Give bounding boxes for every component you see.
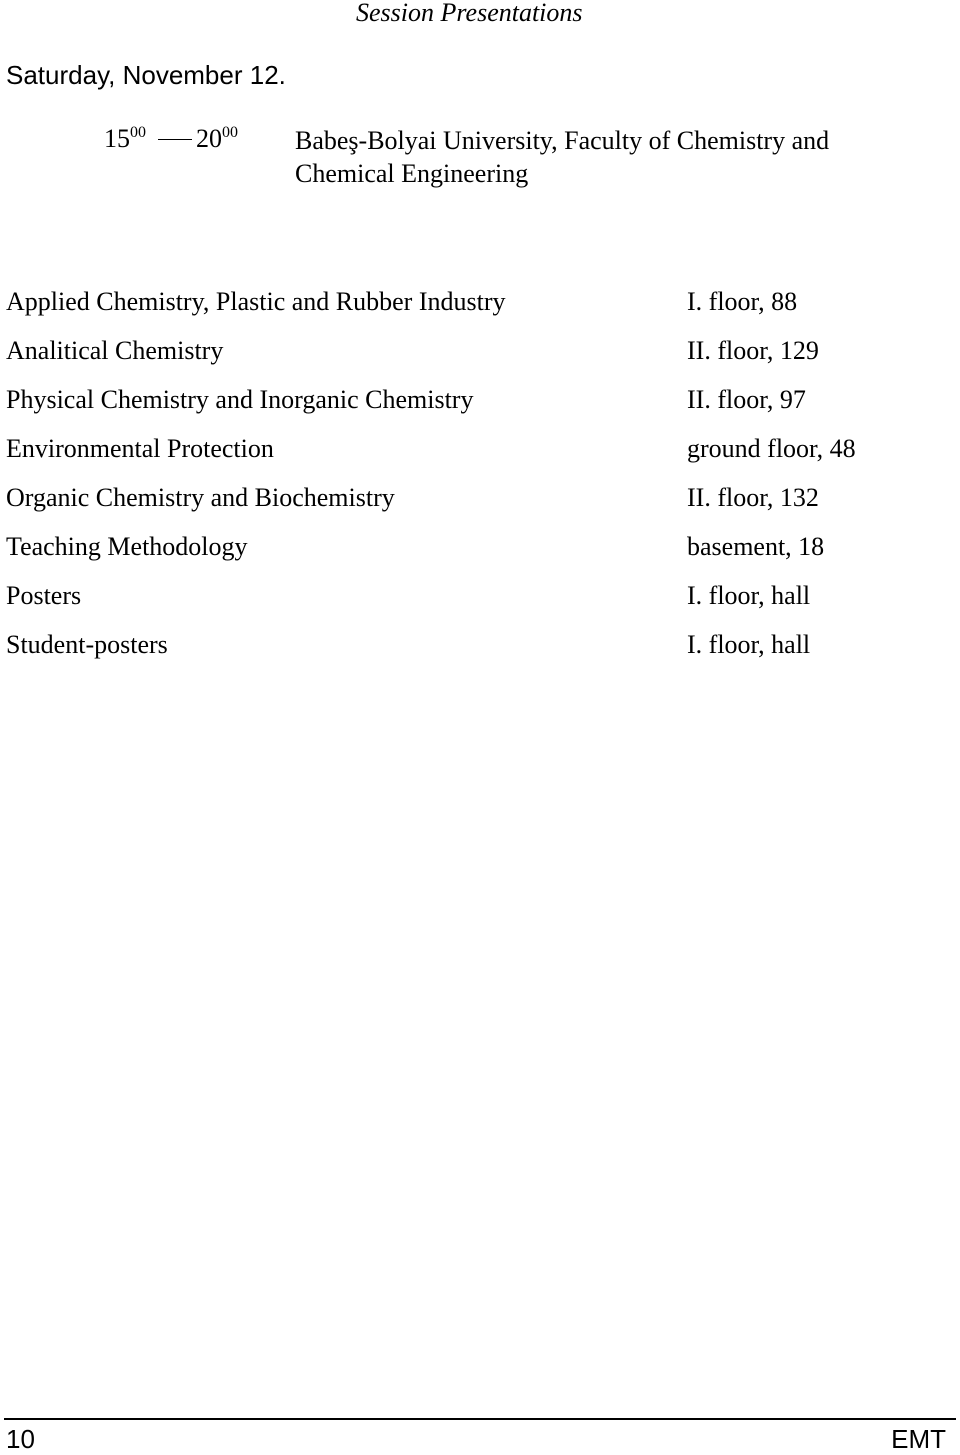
session-date: Saturday, November 12. (6, 60, 286, 90)
start-hour: 15 (104, 124, 130, 153)
page-header-title: Session Presentations (356, 0, 583, 27)
session-name: Analitical Chemistry (6, 336, 224, 365)
session-name: Applied Chemistry, Plastic and Rubber Industry (6, 287, 506, 316)
page-number: 10 (6, 1424, 35, 1454)
venue-line: Chemical Engineering (295, 159, 529, 188)
session-row (6, 483, 946, 532)
session-room: II. floor, 97 (687, 385, 806, 414)
session-name: Organic Chemistry and Biochemistry (6, 483, 395, 512)
session-room: basement, 18 (687, 532, 825, 561)
session-name: Environmental Protection (6, 434, 274, 463)
session-row (6, 434, 946, 483)
session-row (6, 336, 946, 385)
session-room: II. floor, 129 (687, 336, 819, 365)
session-room: II. floor, 132 (687, 483, 819, 512)
end-minutes: 00 (222, 124, 238, 141)
session-room: ground floor, 48 (687, 434, 856, 463)
end-hour: 20 (196, 124, 222, 153)
session-name: Posters (6, 581, 82, 610)
session-row (6, 287, 946, 336)
venue-line: Babeş-Bolyai University, Faculty of Chemistry and (295, 126, 830, 155)
session-room: I. floor, hall (687, 581, 811, 610)
session-row (6, 581, 946, 630)
venue (295, 124, 935, 190)
session-time (104, 124, 238, 154)
session-list (6, 287, 946, 679)
session-name: Student-posters (6, 630, 168, 659)
session-name: Teaching Methodology (6, 532, 248, 561)
session-row (6, 385, 946, 434)
session-name: Physical Chemistry and Inorganic Chemistry (6, 385, 474, 414)
time-dash (158, 139, 192, 140)
session-room: I. floor, 88 (687, 287, 798, 316)
session-row (6, 532, 946, 581)
footer-label: EMT (891, 1424, 946, 1454)
session-row (6, 630, 946, 679)
start-minutes: 00 (130, 124, 146, 141)
session-room: I. floor, hall (687, 630, 811, 659)
footer-divider (4, 1418, 956, 1420)
